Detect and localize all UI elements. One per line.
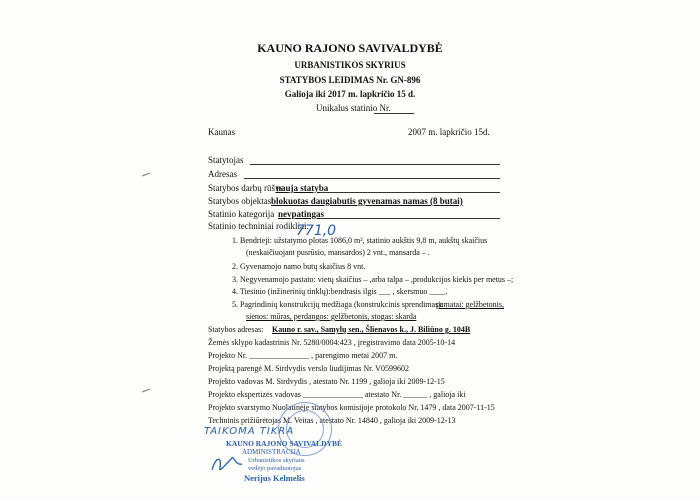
- indicator-5-line2: sienos: mūras, perdangos: gelžbetonis, stogas: skarda: [246, 312, 417, 321]
- object-label: Statybos objektas: [208, 196, 272, 206]
- margin-mark: [142, 389, 150, 393]
- margin-mark: [142, 173, 150, 177]
- address-line: [244, 178, 500, 179]
- project-manager: Projekto vadovas M. Sirdvydis , atestato Nr. 1199 , galioja iki 2009-12-15: [208, 377, 445, 386]
- object-value: blokuotas daugiabutis gyvenamas namas (8 butai): [271, 196, 463, 206]
- indicator-4: 4. Tiesinio (inžinerinių tinklų):bendrasis ilgis ___ , skersmuo ____.: [232, 287, 448, 296]
- stamp-administration: ADMINISTRACIJA: [242, 448, 301, 456]
- stamp-municipality: KAUNO RAJONO SAVIVALDYBĖ: [226, 439, 342, 448]
- project-number: Projekto Nr. _______________ , parengimo metai 2007 m.: [208, 351, 398, 360]
- unique-number-line: [374, 113, 414, 114]
- indicator-5-line1: 5. Pagrindinių konstrukcijų medžiaga (konstrukcinis sprendimas):: [232, 300, 444, 309]
- address-detail-label: Statybos adresas:: [208, 325, 264, 334]
- municipality-title: KAUNO RAJONO SAVIVALDYBĖ: [257, 41, 443, 55]
- unique-number-label: Unikalus statinio Nr.: [316, 103, 391, 113]
- stamp-position: vedėjo pavaduotojas: [248, 465, 302, 472]
- category-value: nevpatingas: [278, 209, 325, 219]
- category-line: [320, 218, 500, 219]
- address-detail-value: Kauno r. sav., Samylų sen., Šlienavos k., J. Biliūno g. 104B: [272, 325, 471, 334]
- stamp-department: Urbanistikos skyriaus: [248, 457, 305, 464]
- handwritten-area: 771,0: [296, 223, 337, 239]
- builder-label: Statytojas: [208, 155, 244, 165]
- cadastral-number: Žemės sklypo kadastrinis Nr. 5280/0004:423 , įregistravimo data 2005-10-14: [208, 338, 456, 347]
- work-type-label: Statybos darbų rūšys: [208, 183, 283, 193]
- work-type-value: nauja statyba: [276, 183, 329, 193]
- valid-until: Galioja iki 2017 m. lapkričio 15 d.: [284, 89, 416, 99]
- stamp-name: Nerijus Kelmelis: [244, 473, 305, 483]
- project-prepared-by: Projektą parengė M. Sirdvydis verslo liudijimas Nr. V0599602: [208, 364, 409, 373]
- place: Kaunas: [208, 127, 235, 137]
- expertise-manager: Projekto ekspertizės vadovas _______________ atestato Nr. ______ , galioja iki: [208, 390, 466, 399]
- address-label: Adresas: [208, 169, 237, 179]
- indicator-1-line2: (neskaičiuojant pusrūsio, mansardos) 2 vnt., mansarda – .: [246, 248, 430, 257]
- technical-label: Statinio techniniai rodikliai:: [208, 221, 309, 231]
- builder-line: [250, 164, 500, 165]
- indicator-3: 3. Negyvenamojo pastato: vietų skaičius – ,arba talpa – ,produkcijos kiekis per metus –;: [232, 275, 514, 284]
- indicator-5-value1: pamatai: gelžbetonis,: [436, 300, 504, 309]
- handwritten-certification: TAIKOMA TIKRA: [204, 426, 295, 437]
- work-type-line: [320, 192, 500, 193]
- commission-protocol: Projekto svarstymo Nuolatinėje statybos komisijoje protokolo Nr. 1479 , data 2007-11-15: [208, 403, 495, 412]
- indicator-1-line1: 1. Bendrieji: užstatymo plotas 1086,0 m², statinio aukštis 9,8 m, aukštų skaičius: [232, 236, 488, 245]
- technical-supervisor: Techninis prižiūrėtojas M. Veitas , atestato Nr. 14840 , galioja iki 2009-12-13: [208, 416, 456, 425]
- signature: [208, 452, 248, 476]
- category-label: Statinio kategorija: [208, 209, 275, 219]
- indicator-2: 2. Gyvenamojo namo butų skaičius 8 vnt.: [232, 262, 366, 271]
- date: 2007 m. lapkričio 15d.: [408, 127, 490, 137]
- department-title: URBANISTIKOS SKYRIUS: [294, 60, 406, 70]
- permit-title: STATYBOS LEIDIMAS Nr. GN-896: [279, 75, 421, 85]
